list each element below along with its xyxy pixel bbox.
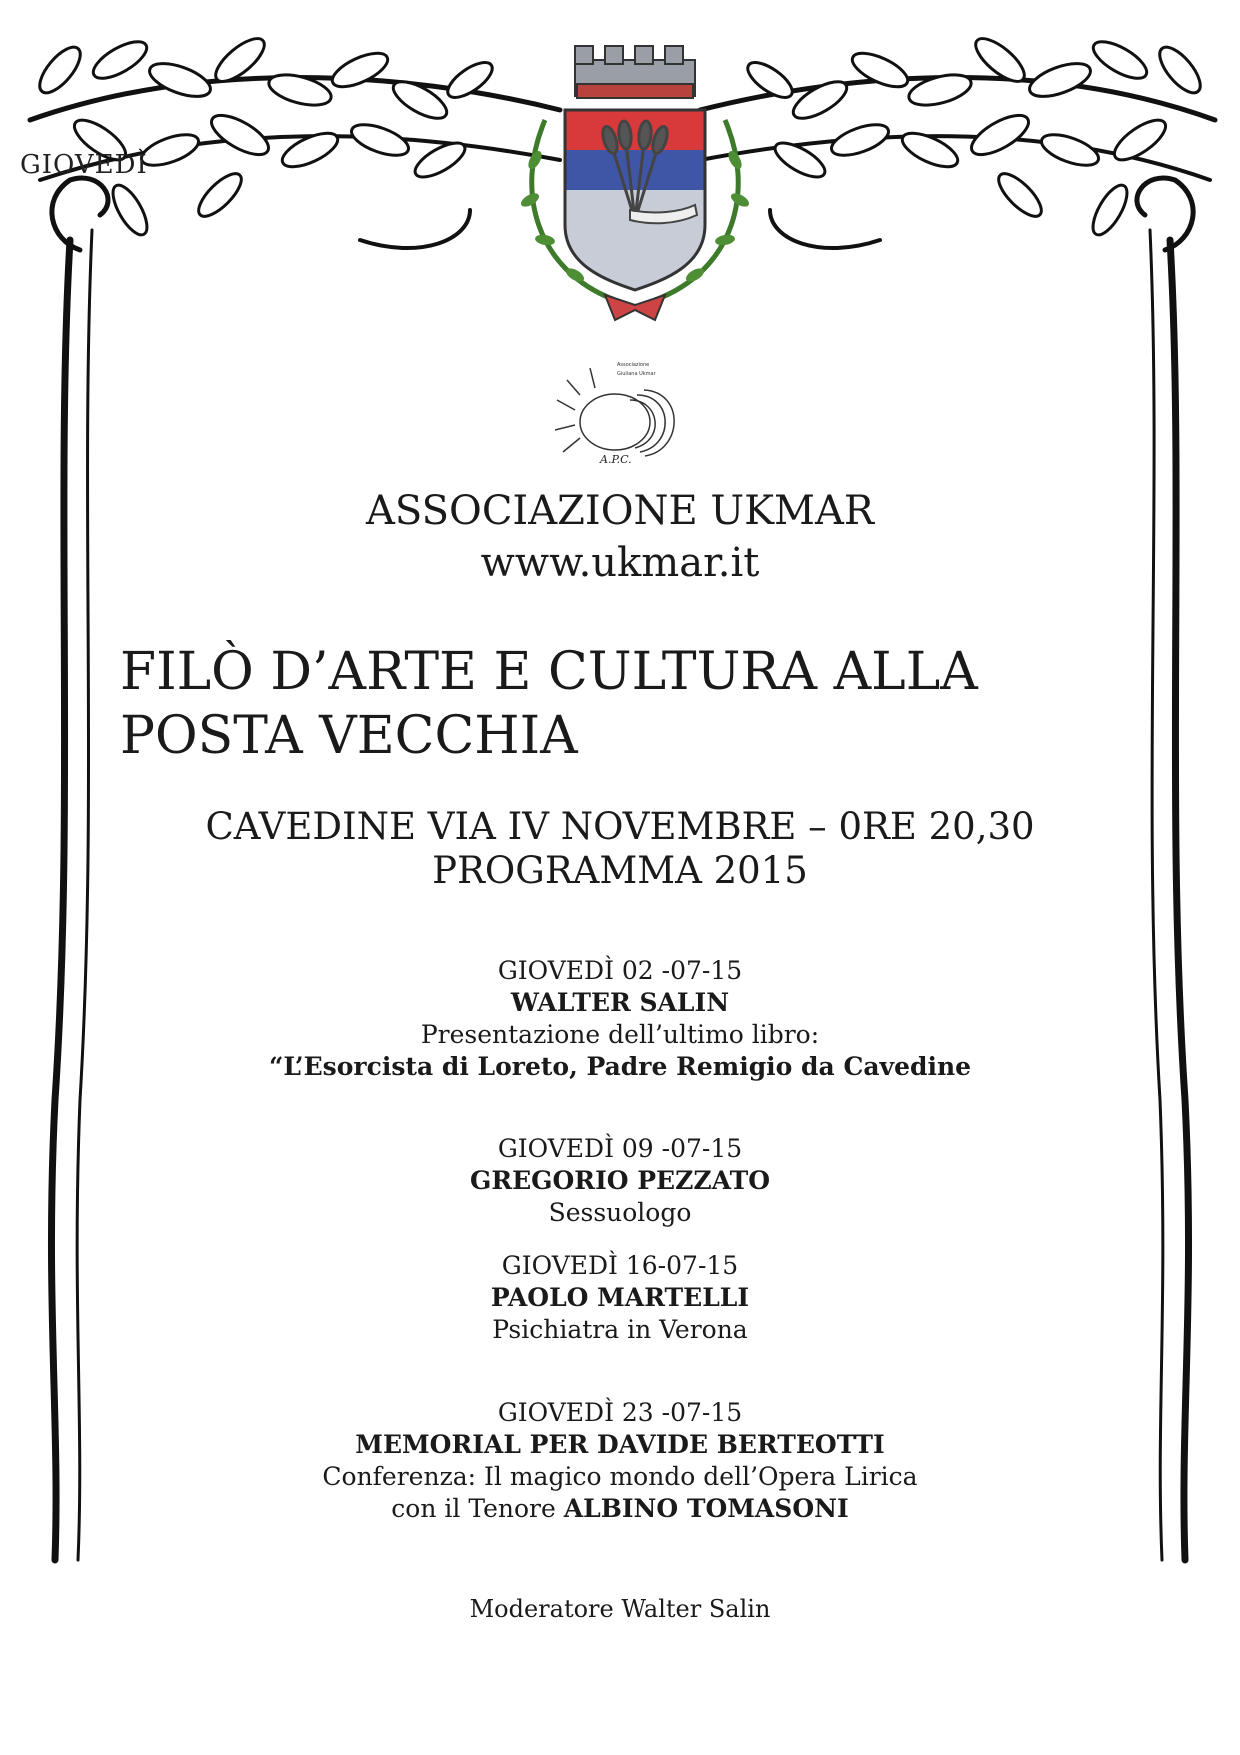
coat-of-arms-icon [505, 40, 765, 330]
event-guest-name: ALBINO TOMASONI [563, 1494, 849, 1523]
event-book-title: “L’Esorcista di Loreto, Padre Remigio da Cavedine [268, 1052, 972, 1081]
title-line-1: FILÒ D’ARTE E CULTURA ALLA [120, 642, 978, 702]
apc-caption-1: Associazione [617, 362, 650, 368]
event-item [0, 955, 1240, 1083]
venue-line-1: CAVEDINE VIA IV NOVEMBRE – 0RE 20,30 [205, 805, 1035, 848]
association-website[interactable]: www.ukmar.it [480, 540, 760, 586]
title-line-2: POSTA VECCHIA [120, 706, 578, 766]
event-description: Sessuologo [548, 1198, 692, 1227]
apc-caption-2: Giuliana Ukmar [617, 371, 656, 377]
event-date: GIOVEDÌ 16-07-15 [501, 1251, 739, 1280]
moderator-note: Moderatore Walter Salin [469, 1595, 771, 1623]
event-title [120, 640, 1120, 768]
event-description: Psichiatra in Verona [492, 1315, 748, 1344]
stray-label: GIOVEDÌ [20, 150, 148, 180]
association-block [0, 485, 1240, 589]
event-description: Conferenza: Il magico mondo dell’Opera Lirica [322, 1462, 918, 1491]
event-description: Presentazione dell’ultimo libro: [420, 1020, 820, 1049]
event-speaker: GREGORIO PEZZATO [469, 1166, 771, 1195]
apc-logo-icon [555, 360, 715, 465]
venue-block [0, 805, 1240, 893]
event-item [0, 1397, 1240, 1525]
venue-line-2: PROGRAMMA 2015 [432, 849, 808, 892]
event-date: GIOVEDÌ 02 -07-15 [497, 956, 743, 985]
event-date: GIOVEDÌ 09 -07-15 [497, 1134, 743, 1163]
event-guest [0, 1493, 1240, 1525]
event-date: GIOVEDÌ 23 -07-15 [497, 1398, 743, 1427]
association-name: ASSOCIAZIONE UKMAR [366, 488, 874, 534]
event-guest-prefix: con il Tenore [391, 1494, 564, 1523]
apc-initials: A.P.C. [600, 453, 632, 465]
event-item [0, 1250, 1240, 1346]
event-speaker: PAOLO MARTELLI [490, 1283, 750, 1312]
event-item [0, 1133, 1240, 1229]
event-speaker: MEMORIAL PER DAVIDE BERTEOTTI [355, 1430, 885, 1459]
event-speaker: WALTER SALIN [510, 988, 730, 1017]
